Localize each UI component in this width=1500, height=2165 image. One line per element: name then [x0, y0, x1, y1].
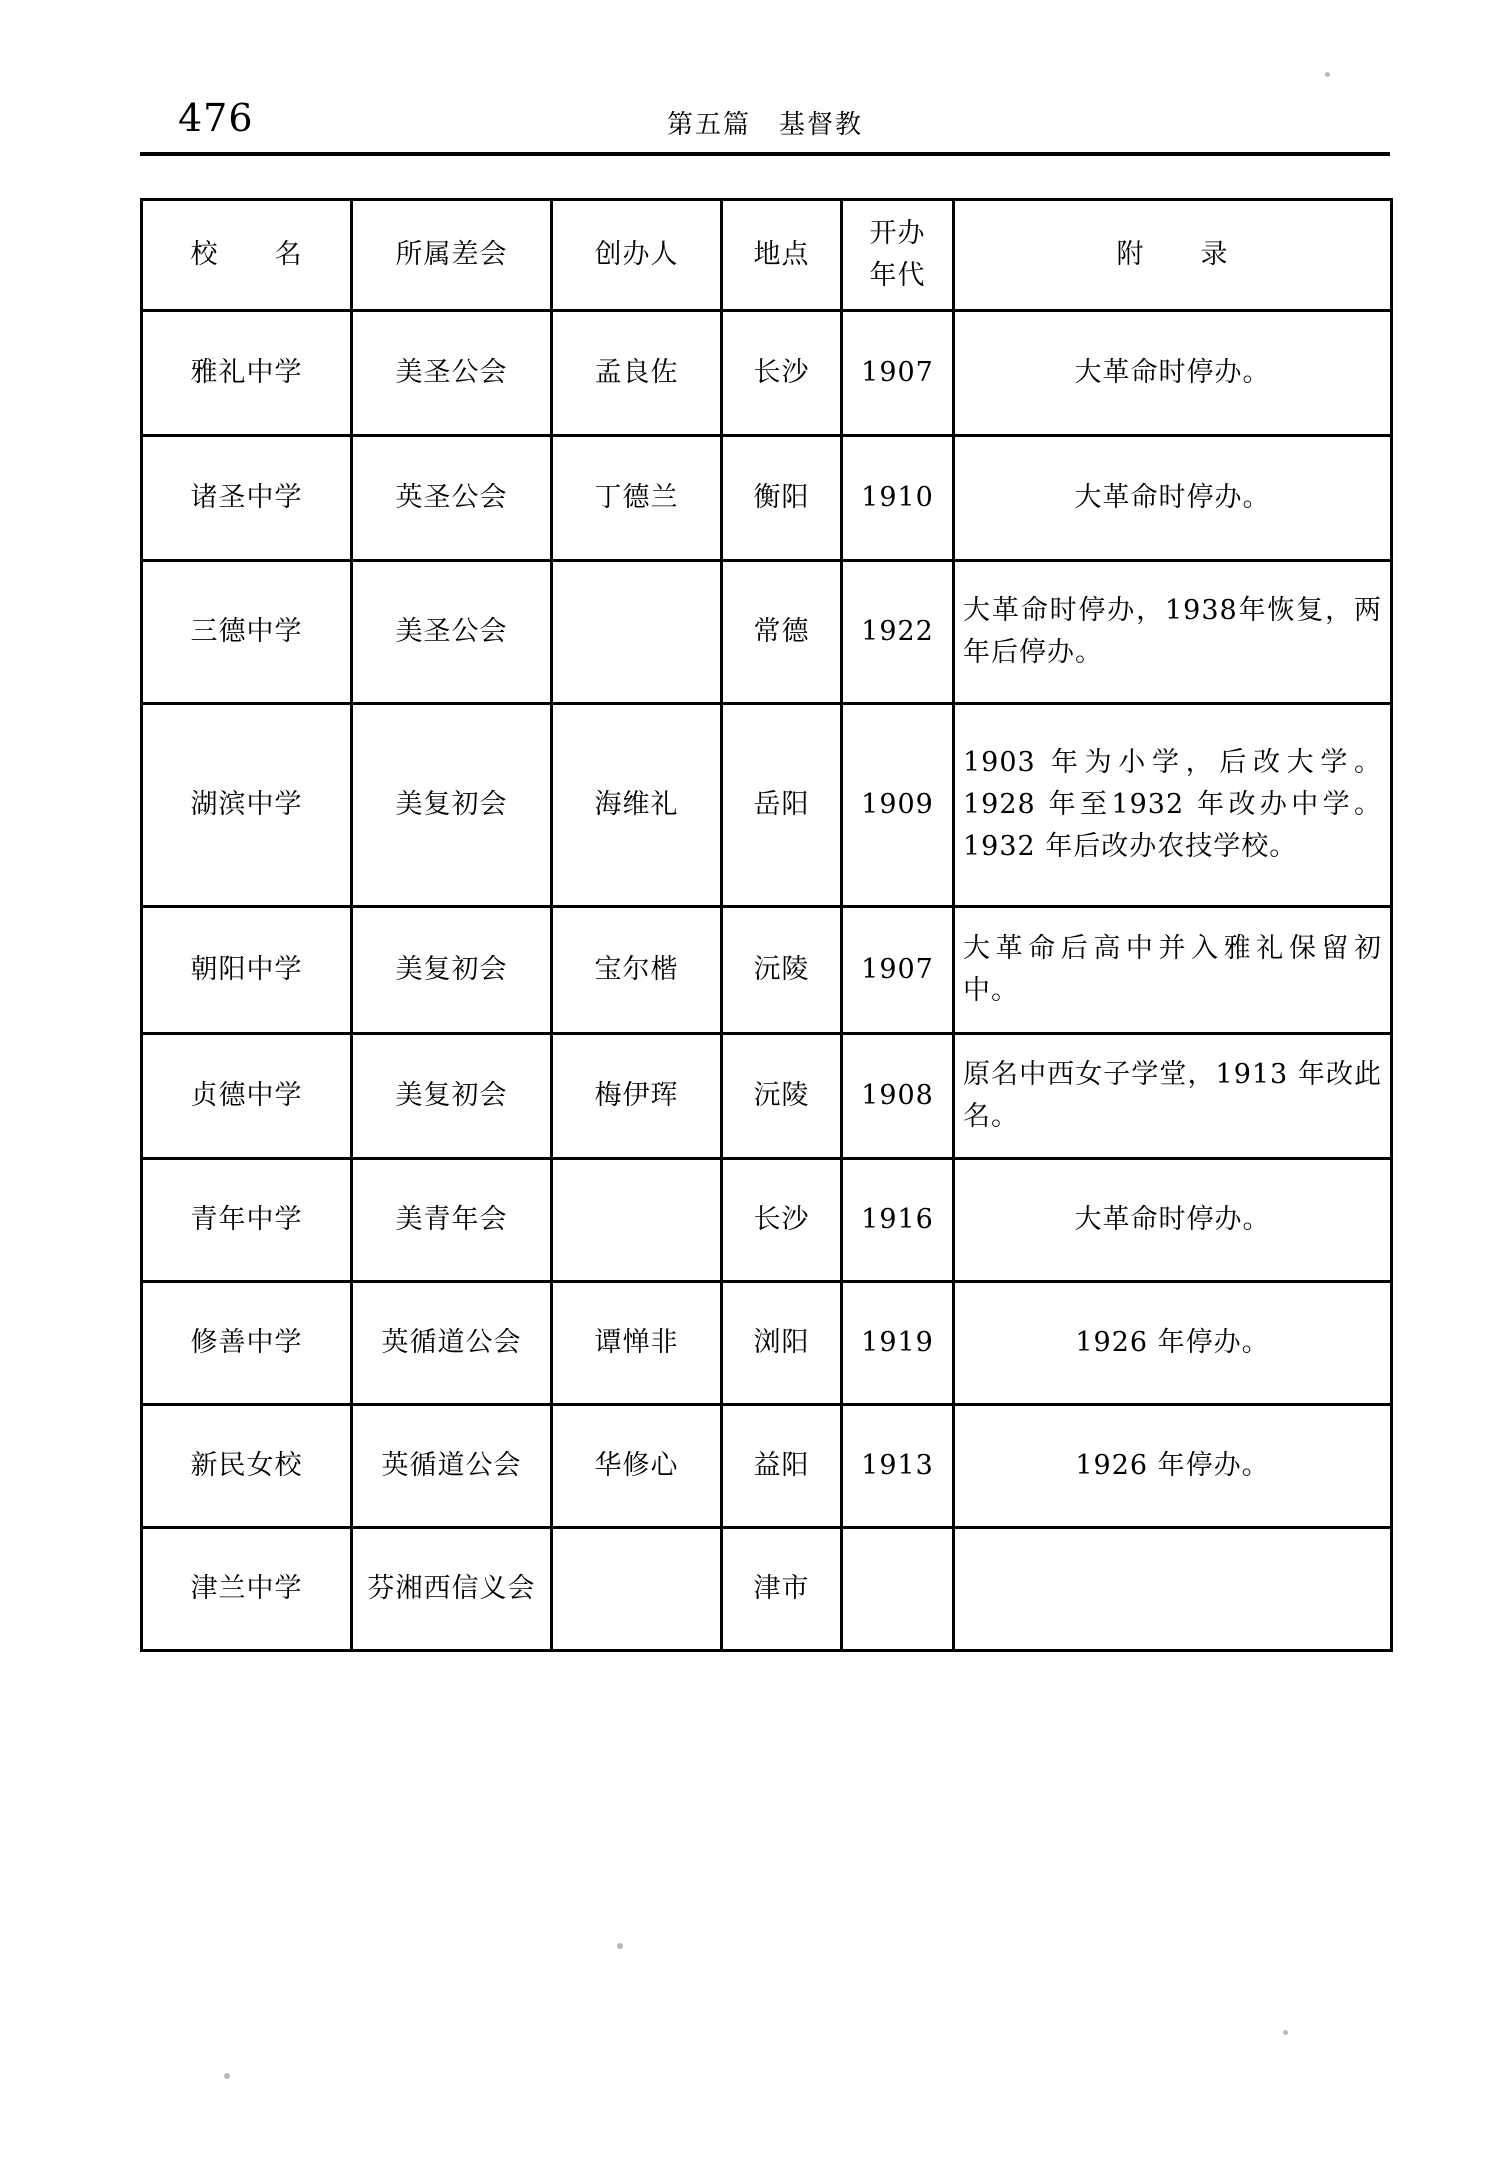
cell-school: 贞德中学	[142, 1034, 352, 1159]
table-row	[142, 1159, 1392, 1282]
cell-founder: 孟良佐	[552, 311, 722, 436]
page-number: 476	[178, 96, 254, 140]
cell-year: 1919	[842, 1282, 954, 1405]
cell-note: 原名中西女子学堂，1913 年改此名。	[954, 1034, 1392, 1159]
table-row	[142, 704, 1392, 907]
header-rule	[140, 152, 1390, 156]
mission-schools-table	[140, 198, 1393, 1652]
cell-place: 长沙	[722, 311, 842, 436]
cell-note: 1903 年为小学，后改大学。1928 年至1932 年改办中学。1932 年后改办农技学校。	[954, 704, 1392, 907]
table-row	[142, 1405, 1392, 1528]
column-header-open-year-line1: 开办	[869, 218, 926, 250]
cell-founder: 谭惮非	[552, 1282, 722, 1405]
cell-founder: 梅伊珲	[552, 1034, 722, 1159]
cell-mission: 美复初会	[352, 1034, 552, 1159]
cell-note: 大革命后高中并入雅礼保留初中。	[954, 907, 1392, 1034]
cell-school: 朝阳中学	[142, 907, 352, 1034]
cell-place: 益阳	[722, 1405, 842, 1528]
table-header-row	[142, 200, 1392, 311]
cell-year: 1907	[842, 311, 954, 436]
cell-mission: 芬湘西信义会	[352, 1528, 552, 1651]
table-row	[142, 561, 1392, 704]
cell-place: 津市	[722, 1528, 842, 1651]
cell-school: 青年中学	[142, 1159, 352, 1282]
cell-mission: 英圣公会	[352, 436, 552, 561]
running-head: 第五篇 基督教	[666, 110, 863, 140]
column-header-note: 附 录	[954, 200, 1392, 311]
page-content	[140, 70, 1390, 1605]
cell-school: 新民女校	[142, 1405, 352, 1528]
cell-mission: 美复初会	[352, 907, 552, 1034]
cell-note: 大革命时停办。	[954, 436, 1392, 561]
cell-place: 浏阳	[722, 1282, 842, 1405]
cell-mission: 英循道公会	[352, 1282, 552, 1405]
cell-place: 沅陵	[722, 907, 842, 1034]
cell-note: 1926 年停办。	[954, 1282, 1392, 1405]
cell-place: 常德	[722, 561, 842, 704]
cell-school: 修善中学	[142, 1282, 352, 1405]
scan-speck	[1283, 2030, 1288, 2035]
table-row	[142, 1528, 1392, 1651]
scan-speck	[617, 1943, 623, 1949]
cell-mission: 英循道公会	[352, 1405, 552, 1528]
cell-note: 1926 年停办。	[954, 1405, 1392, 1528]
cell-founder: 丁德兰	[552, 436, 722, 561]
cell-school: 诸圣中学	[142, 436, 352, 561]
cell-founder	[552, 1528, 722, 1651]
cell-school: 湖滨中学	[142, 704, 352, 907]
column-header-open-year-line2: 年代	[869, 260, 926, 291]
cell-founder: 宝尔楷	[552, 907, 722, 1034]
cell-year	[842, 1528, 954, 1651]
page-header	[140, 70, 1390, 140]
column-header-open-year	[842, 200, 954, 311]
cell-founder	[552, 1159, 722, 1282]
cell-mission: 美圣公会	[352, 311, 552, 436]
cell-year: 1908	[842, 1034, 954, 1159]
cell-place: 岳阳	[722, 704, 842, 907]
cell-mission: 美圣公会	[352, 561, 552, 704]
table-row	[142, 1034, 1392, 1159]
cell-note: 大革命时停办，1938年恢复，两年后停办。	[954, 561, 1392, 704]
cell-mission: 美青年会	[352, 1159, 552, 1282]
cell-place: 长沙	[722, 1159, 842, 1282]
scan-speck	[224, 2073, 230, 2079]
cell-year: 1909	[842, 704, 954, 907]
cell-founder: 海维礼	[552, 704, 722, 907]
cell-note: 大革命时停办。	[954, 311, 1392, 436]
table-row	[142, 1282, 1392, 1405]
cell-school: 三德中学	[142, 561, 352, 704]
cell-year: 1907	[842, 907, 954, 1034]
scan-speck	[1325, 72, 1330, 77]
column-header-place: 地点	[722, 200, 842, 311]
cell-note: 大革命时停办。	[954, 1159, 1392, 1282]
cell-founder: 华修心	[552, 1405, 722, 1528]
cell-mission: 美复初会	[352, 704, 552, 907]
cell-place: 沅陵	[722, 1034, 842, 1159]
cell-year: 1913	[842, 1405, 954, 1528]
table-row	[142, 436, 1392, 561]
cell-school: 津兰中学	[142, 1528, 352, 1651]
column-header-mission: 所属差会	[352, 200, 552, 311]
cell-school: 雅礼中学	[142, 311, 352, 436]
column-header-school: 校 名	[142, 200, 352, 311]
cell-place: 衡阳	[722, 436, 842, 561]
cell-note	[954, 1528, 1392, 1651]
cell-founder	[552, 561, 722, 704]
column-header-founder: 创办人	[552, 200, 722, 311]
table-row	[142, 907, 1392, 1034]
cell-year: 1910	[842, 436, 954, 561]
table-header	[142, 200, 1392, 311]
table-body	[142, 311, 1392, 1651]
cell-year: 1922	[842, 561, 954, 704]
cell-year: 1916	[842, 1159, 954, 1282]
table-row	[142, 311, 1392, 436]
